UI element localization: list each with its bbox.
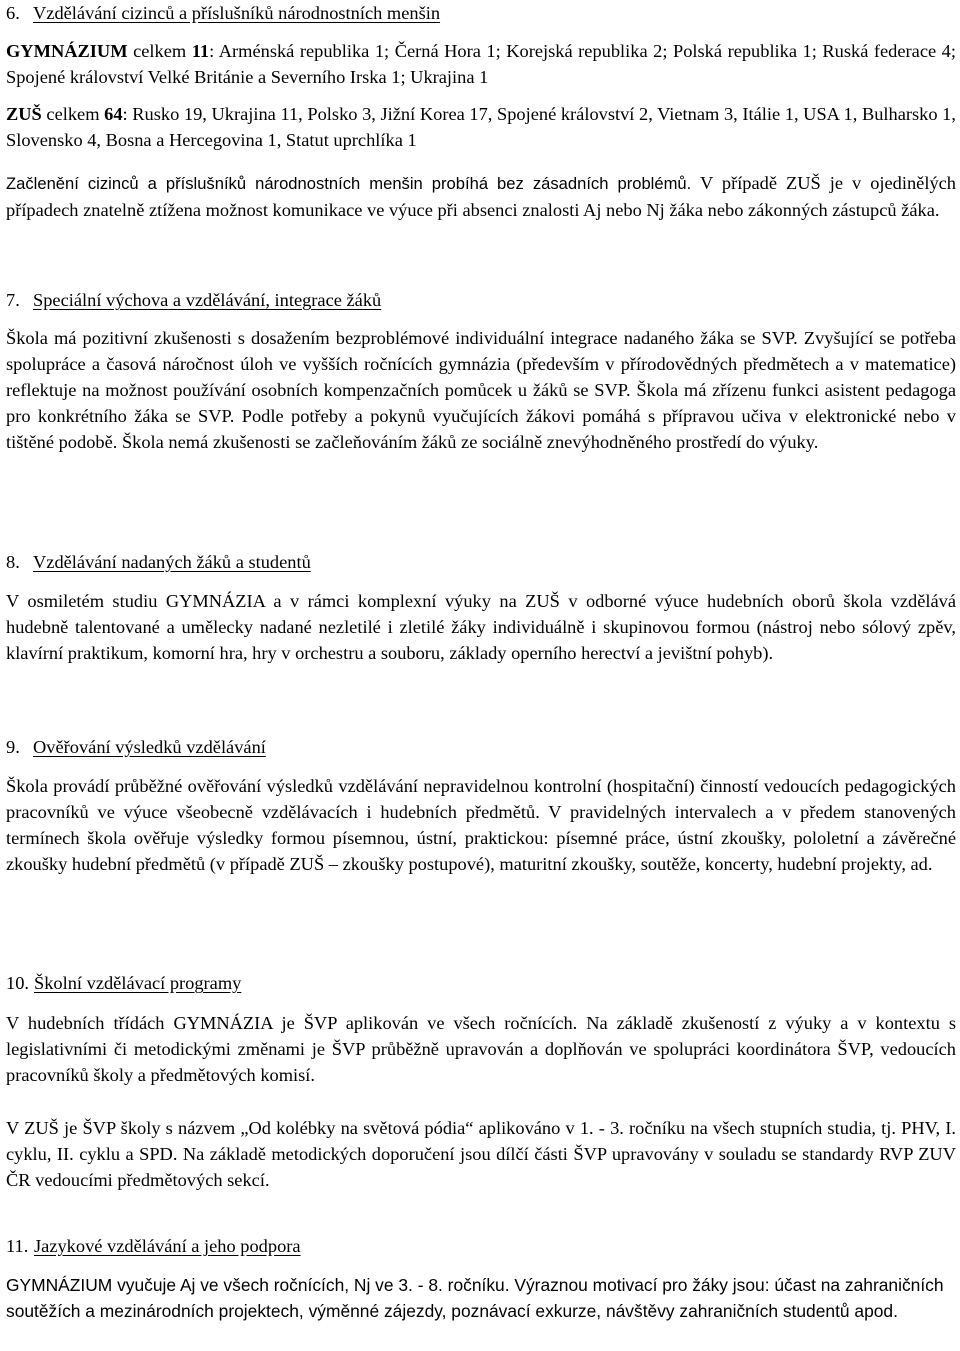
section-number: 10. — [6, 973, 29, 993]
section-7-body: Škola má pozitivní zkušenosti s dosažením bezproblémové individuální integrace nadaného žáka se SVP. Zvyšující se potřeba spolupráce a časová náročnost úloh ve vyšších ročnících gymnázia (především v přírodovědných předmětech a v matematice) reflektuje na možnost používání osobních kompenzačních pomůcek u žáků se SVP. Škola má zřízenu funkci asistent pedagoga pro konkrétního žáka se SVP. Podle potřeby a pokynů vyučujících žákovi pomáhá s přípravou učiva v elektronické nebo v tištěné podobě. Škola nemá zkušenosti se začleňováním žáků ze sociálně znevýhodněného prostředí do výuky. — [6, 328, 956, 452]
section-number: 11. — [6, 1236, 29, 1256]
section-8-heading — [6, 549, 311, 575]
section-title: Speciální výchova a vzdělávání, integrace žáků — [33, 290, 382, 310]
gymnazium-label: GYMNÁZIUM — [6, 41, 128, 61]
section-title: Vzdělávání cizinců a příslušníků národnostních menšin — [33, 3, 441, 23]
section-number: 9. — [6, 737, 20, 757]
section-number: 6. — [6, 3, 20, 23]
section-6-heading — [6, 0, 440, 26]
section-9-body: Škola provádí průběžné ověřování výsledků vzdělávání nepravidelnou kontrolní (hospitační) činností vedoucích pedagogických pracovníků ve výuce všeobecně vzdělávacích i hudebních předmětů. V pravidelných intervalech a v předem stanovených termínech škola ověřuje výsledky formou písemnou, ústní, praktickou: písemné práce, ústní zkoušky, pololetní a závěrečné zkoušky hudební předmětů (v případě ZUŠ – zkoušky postupové), maturitní zkoušky, soutěže, koncerty, hudební projekty, ad. — [6, 776, 956, 874]
section-10-heading — [6, 970, 241, 996]
section-title: Jazykové vzdělávání a jeho podpora — [34, 1236, 301, 1256]
section-9-heading — [6, 734, 266, 760]
zus-country-list: : Rusko 19, Ukrajina 11, Polsko 3, Jižní Korea 17, Spojené království 2, Vietnam 3, Itálie 1, USA 1, Bulharsko 1, Slovensko 4, Bosna a Hercegovina 1, Statut uprchlíka 1 — [6, 104, 956, 150]
section-10-paragraph-2: V ZUŠ je ŠVP školy s názvem „Od kolébky na světová pódia“ aplikováno v 1. - 3. ročníku na všech stupních studia, tj. PHV, I. cyklu, II. cyklu a SPD. Na základě metodických doporučení jsou dílčí části ŠVP upravovány v souladu se standardy RVP ZUV ČR vedoucími předmětových sekcí. — [6, 1118, 956, 1190]
section-10-paragraph-1: V hudebních třídách GYMNÁZIA je ŠVP aplikován ve všech ročnících. Na základě zkušeností z výuky a v kontextu s legislativními či metodickými změnami je ŠVP průběžně upravován a doplňován ve spolupráci koordinátora ŠVP, vedoucích pracovníků školy a předmětových komisí. — [6, 1013, 956, 1085]
section-number: 7. — [6, 290, 20, 310]
zus-total: 64 — [104, 104, 123, 124]
section-title: Školní vzdělávací programy — [34, 973, 242, 993]
zus-label: ZUŠ — [6, 104, 42, 124]
section-title: Vzdělávání nadaných žáků a studentů — [33, 552, 311, 572]
section-title: Ověřování výsledků vzdělávání — [33, 737, 266, 757]
section-11-heading — [6, 1233, 301, 1259]
integration-serif-text: V případě ZUŠ je v ojedinělých případech znatelně ztížena možnost komunikace ve výuce při absenci znalosti Aj nebo Nj žáka nebo zákonných zástupců žáka. — [6, 173, 957, 220]
gymnazium-total: 11 — [191, 41, 210, 61]
integration-sans-text: Začlenění cizinců a příslušníků národnostních menšin probíhá bez zásadních problémů. — [6, 174, 692, 193]
gymnazium-total-prefix: celkem — [133, 41, 187, 61]
section-number: 8. — [6, 552, 20, 572]
gymnazium-country-list: : Arménská republika 1; Černá Hora 1; Korejská republika 2; Polská republika 1; Ruská federace 4; Spojené království Velké Británie a Severního Irska 1; Ukrajina 1 — [6, 41, 956, 87]
zus-foreigners-paragraph — [6, 101, 956, 153]
section-8-body: V osmiletém studiu GYMNÁZIA a v rámci komplexní výuky na ZUŠ v odborné výuce hudebních oborů škola vzdělává hudebně talentované a umělecky nadané nezletilé i zletilé žáky individuálně i skupinovou formou (nástroj nebo sólový zpěv, klavírní praktikum, komorní hra, hry v orchestru a souboru, základy operního herectví a jevištní pohyb). — [6, 591, 956, 663]
gymnazium-foreigners-paragraph — [6, 38, 956, 90]
integration-paragraph — [6, 170, 956, 223]
section-11-body: GYMNÁZIUM vyučuje Aj ve všech ročnících, Nj ve 3. - 8. ročníku. Výraznou motivací pro žáky jsou: účast na zahraničních soutěžích a mezinárodních projektech, výměnné zájezdy, poznávací exkurze, návštěvy zahraničních studentů apod. — [6, 1275, 944, 1321]
zus-total-prefix: celkem — [46, 104, 100, 124]
section-7-heading — [6, 287, 381, 313]
